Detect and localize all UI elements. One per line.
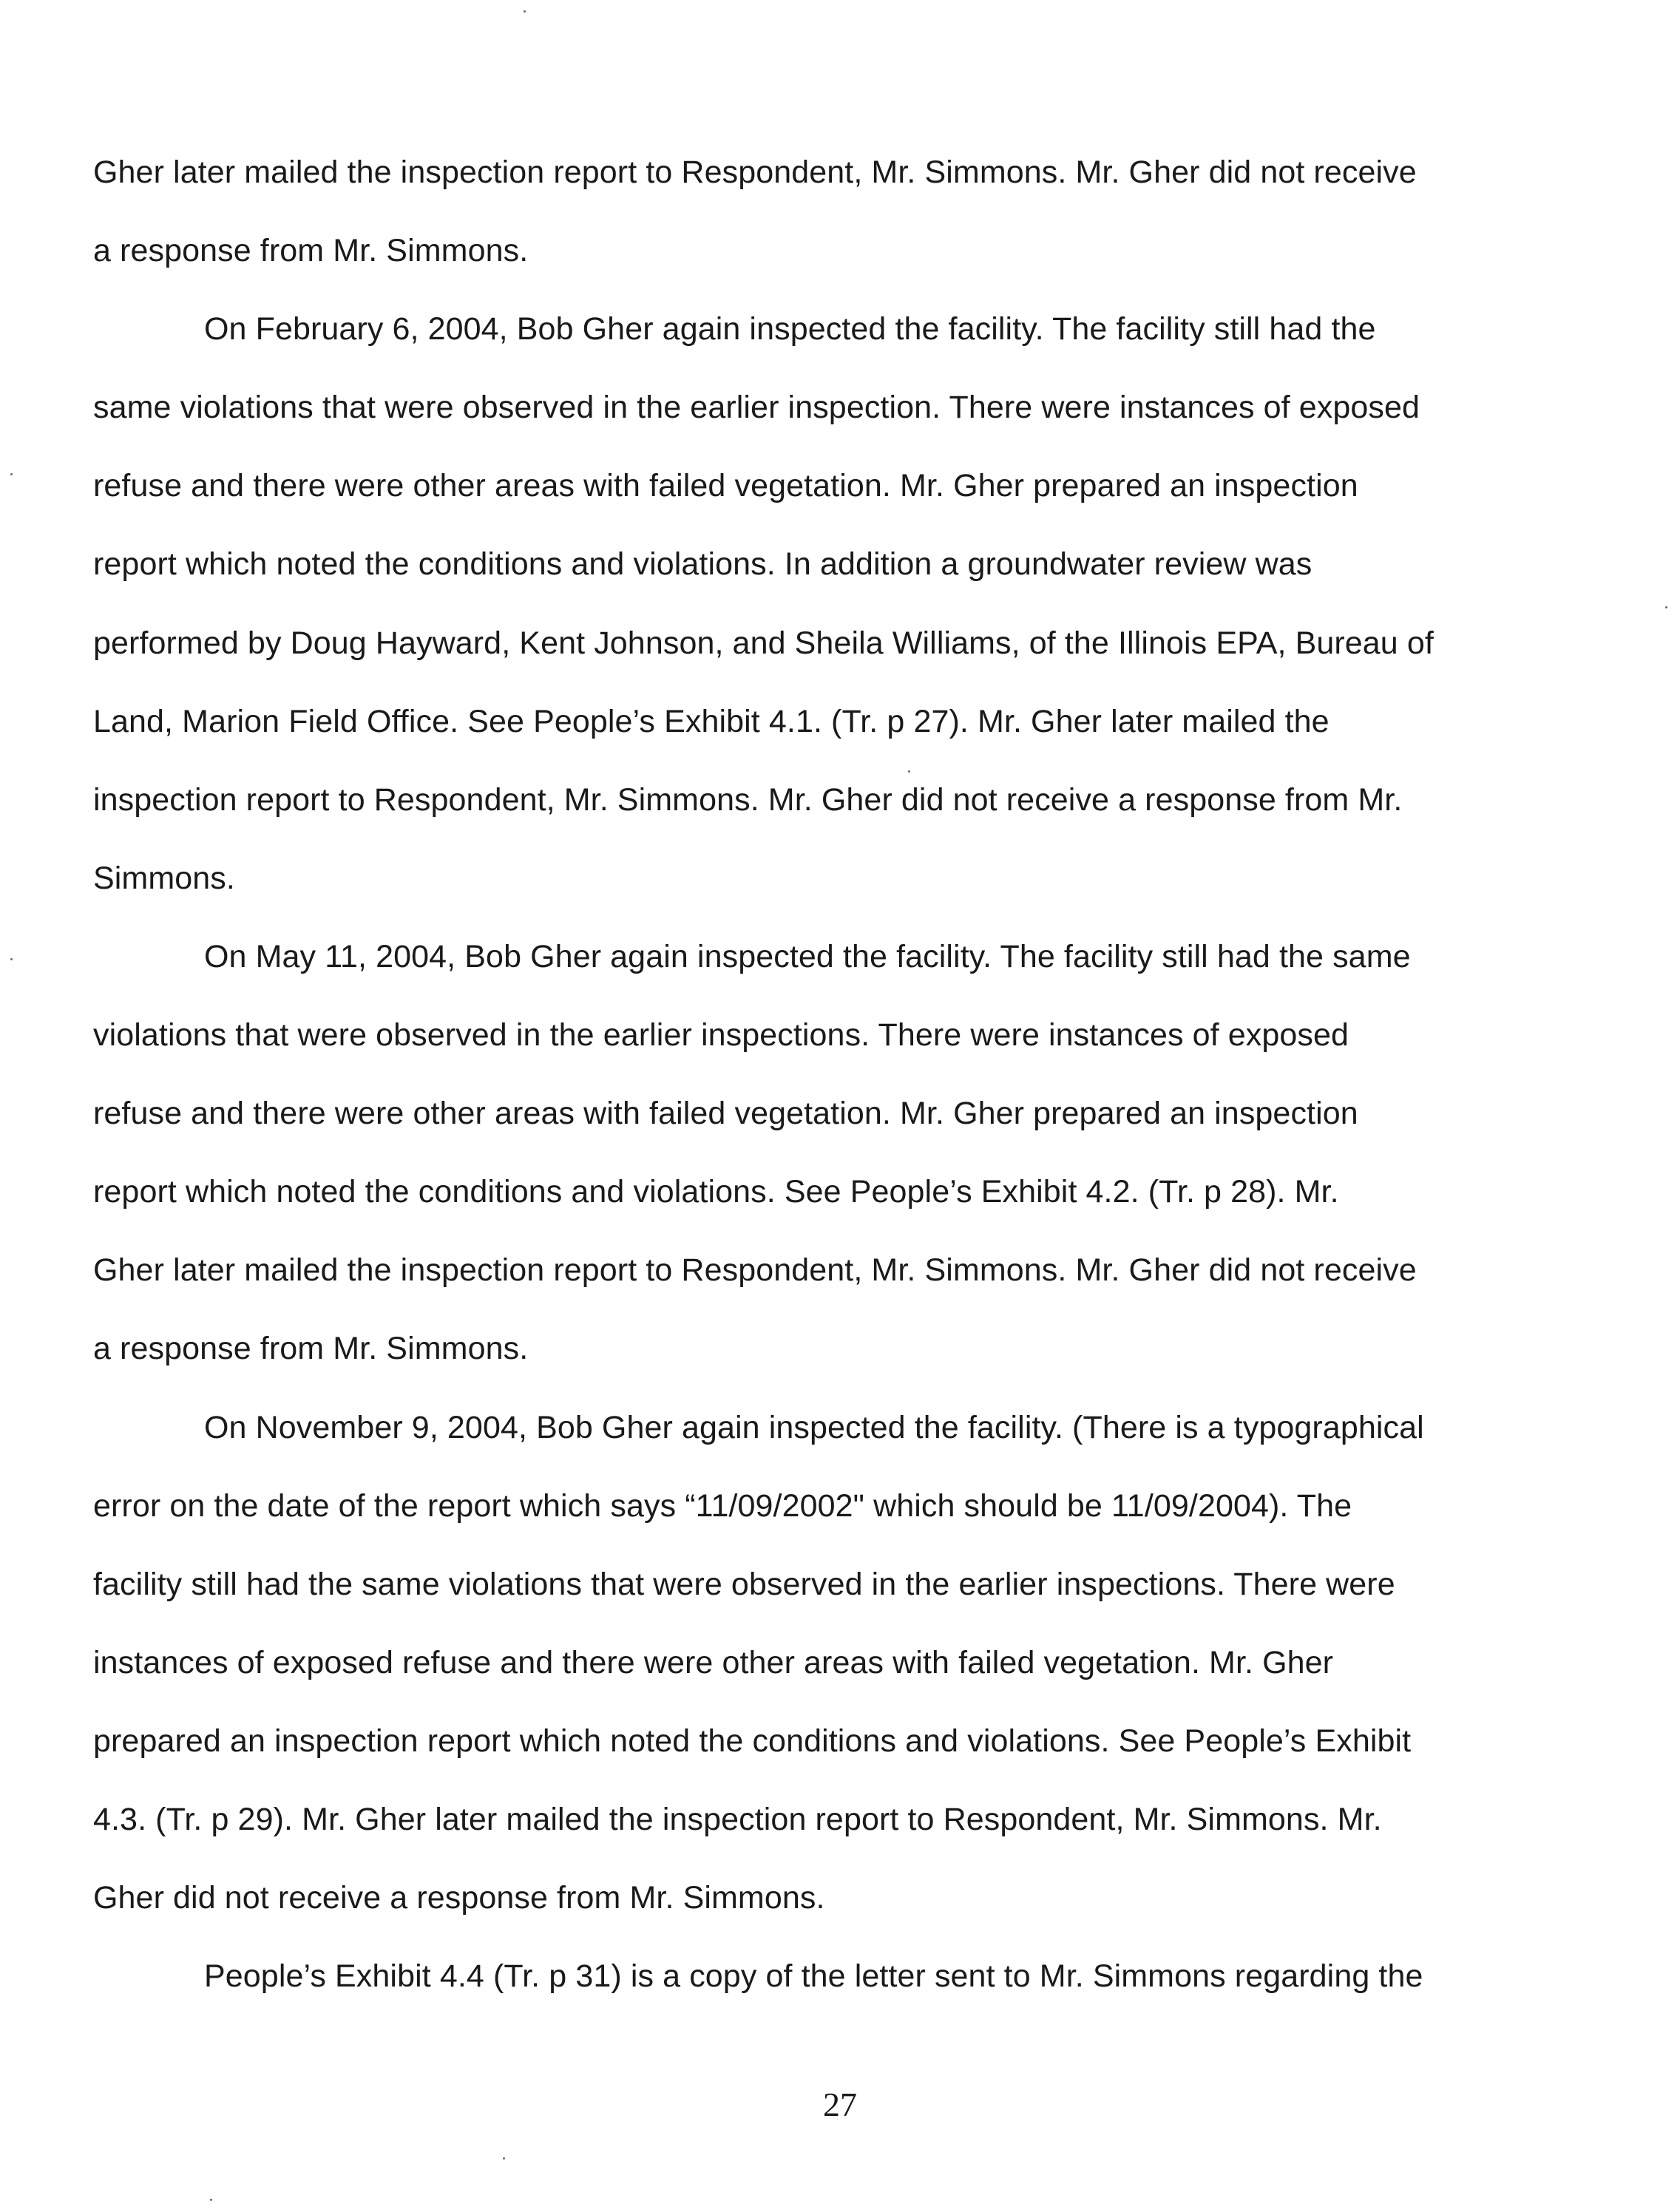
text-line: same violations that were observed in the earlier inspection. There were instances of exposed [93,390,1420,426]
text-line: refuse and there were other areas with failed vegetation. Mr. Gher prepared an inspection [93,468,1358,504]
paragraph-first-line: On February 6, 2004, Bob Gher again inspected the facility. The facility still had the [204,311,1376,347]
text-line: Simmons. [93,860,235,896]
text-line: a response from Mr. Simmons. [93,233,529,269]
scan-speck [503,2157,505,2160]
paragraph-first-line: People’s Exhibit 4.4 (Tr. p 31) is a copy of the letter sent to Mr. Simmons regarding the [204,1958,1423,1995]
text-line: Gher did not receive a response from Mr. Simmons. [93,1880,825,1916]
text-line: a response from Mr. Simmons. [93,1331,529,1367]
scan-speck [1665,606,1667,608]
paragraph-first-line: On November 9, 2004, Bob Gher again inspected the facility. (There is a typographical [204,1409,1424,1445]
text-line: facility still had the same violations that were observed in the earlier inspections. There were [93,1566,1395,1602]
text-line: instances of exposed refuse and there were other areas with failed vegetation. Mr. Gher [93,1644,1334,1680]
scan-speck [10,958,13,960]
text-line: report which noted the conditions and violations. See People’s Exhibit 4.2. (Tr. p 28). Mr. [93,1174,1339,1210]
text-line: Gher later mailed the inspection report to Respondent, Mr. Simmons. Mr. Gher did not receive [93,1252,1417,1289]
text-line: performed by Doug Hayward, Kent Johnson, and Sheila Williams, of the Illinois EPA, Bureau of [93,625,1434,661]
text-line: error on the date of the report which says “11/09/2002" which should be 11/09/2004). The [93,1487,1352,1524]
text-line: report which noted the conditions and violations. In addition a groundwater review was [93,546,1312,583]
page-number: 27 [823,2086,857,2123]
text-line: violations that were observed in the earlier inspections. There were instances of exposed [93,1017,1349,1054]
scan-speck [210,2199,212,2201]
text-line: Land, Marion Field Office. See People’s Exhibit 4.1. (Tr. p 27). Mr. Gher later mailed the [93,703,1330,739]
text-line: Gher later mailed the inspection report to Respondent, Mr. Simmons. Mr. Gher did not receive [93,155,1417,190]
text-line: prepared an inspection report which noted the conditions and violations. See People’s Exhibit [93,1723,1412,1759]
scan-speck [908,770,910,773]
text-line: 4.3. (Tr. p 29). Mr. Gher later mailed the inspection report to Respondent, Mr. Simmons. Mr. [93,1801,1382,1837]
body-text [93,133,1557,2015]
scan-speck [524,10,526,13]
paragraph-first-line: On May 11, 2004, Bob Gher again inspected the facility. The facility still had the same [204,938,1411,974]
text-line: refuse and there were other areas with failed vegetation. Mr. Gher prepared an inspection [93,1096,1358,1132]
text-line: inspection report to Respondent, Mr. Simmons. Mr. Gher did not receive a response from Mr. [93,781,1403,818]
scan-speck [10,473,13,475]
